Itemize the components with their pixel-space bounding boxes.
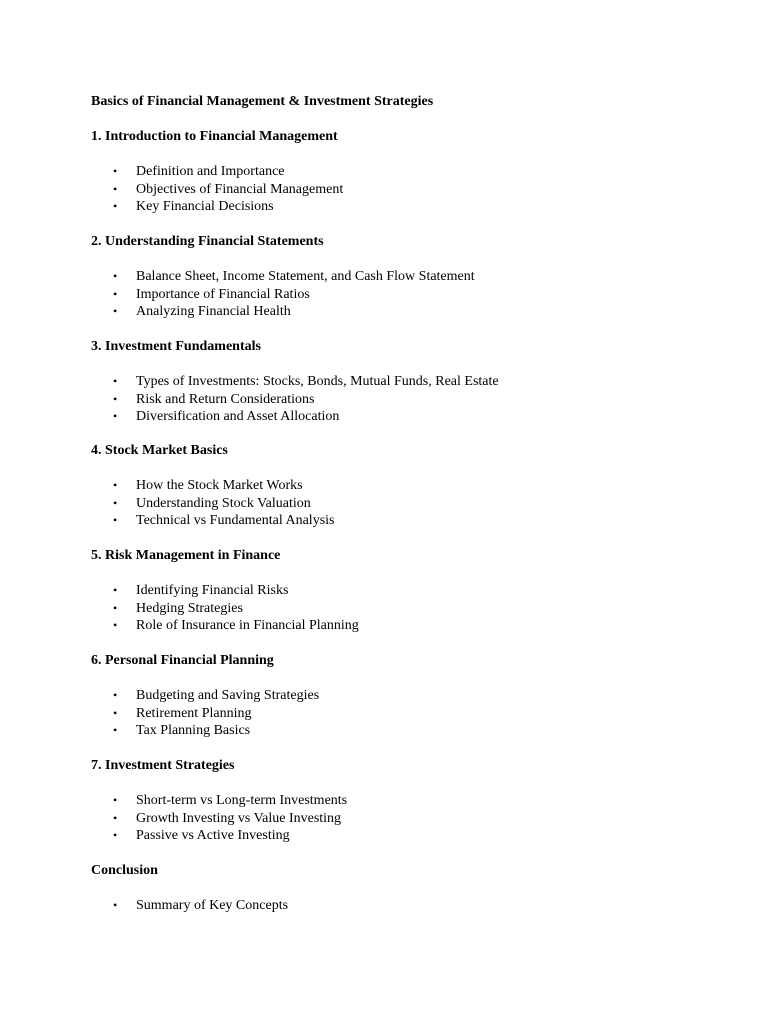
- list-item: [91, 810, 731, 828]
- list-item: [91, 897, 731, 915]
- bullet-list: [91, 268, 731, 321]
- list-item: [91, 163, 731, 181]
- bullet-icon: •: [113, 513, 118, 527]
- list-item-text: Key Financial Decisions: [136, 199, 274, 214]
- section-heading: 5. Risk Management in Finance: [91, 548, 281, 563]
- list-item-text: Importance of Financial Ratios: [136, 286, 310, 302]
- bullet-icon: •: [113, 478, 118, 492]
- bullet-icon: •: [113, 898, 118, 912]
- bullet-icon: •: [113, 164, 118, 178]
- bullet-icon: •: [113, 304, 118, 318]
- bullet-icon: •: [113, 793, 118, 807]
- list-item-text: Passive vs Active Investing: [136, 828, 290, 843]
- list-item-text: Tax Planning Basics: [136, 723, 251, 738]
- list-item-text: Balance Sheet, Income Statement, and Cash Flow Statement: [136, 269, 475, 284]
- list-item-text: Retirement Planning: [136, 705, 252, 721]
- bullet-icon: •: [113, 600, 118, 615]
- bullet-icon: •: [113, 688, 118, 702]
- list-item: [91, 582, 731, 600]
- section-heading: 2. Understanding Financial Statements: [91, 234, 324, 249]
- list-item: [91, 617, 731, 635]
- list-item-text: Growth Investing vs Value Investing: [136, 810, 342, 826]
- list-item-text: Budgeting and Saving Strategies: [136, 688, 320, 703]
- section-risk-management: [91, 547, 731, 635]
- bullet-list: [91, 373, 731, 426]
- bullet-icon: •: [113, 705, 118, 720]
- section-introduction: [91, 128, 731, 216]
- bullet-icon: •: [113, 269, 118, 283]
- bullet-icon: •: [113, 583, 118, 597]
- bullet-icon: •: [113, 618, 118, 632]
- bullet-icon: •: [113, 199, 118, 213]
- bullet-list: [91, 792, 731, 845]
- section-heading: Conclusion: [91, 863, 158, 878]
- list-item: [91, 600, 731, 618]
- bullet-list: [91, 582, 731, 635]
- list-item: [91, 792, 731, 810]
- section-heading: 6. Personal Financial Planning: [91, 653, 274, 668]
- section-heading: 3. Investment Fundamentals: [91, 339, 261, 354]
- bullet-list: [91, 897, 731, 915]
- list-item: [91, 268, 731, 286]
- bullet-icon: •: [113, 391, 118, 406]
- list-item-text: How the Stock Market Works: [136, 478, 303, 493]
- list-item-text: Identifying Financial Risks: [136, 583, 289, 598]
- bullet-icon: •: [113, 723, 118, 737]
- bullet-icon: •: [113, 495, 118, 510]
- list-item: [91, 705, 731, 723]
- list-item-text: Role of Insurance in Financial Planning: [136, 618, 359, 633]
- list-item-text: Understanding Stock Valuation: [136, 495, 311, 511]
- section-heading: 4. Stock Market Basics: [91, 443, 228, 458]
- document-title: Basics of Financial Management & Investment Strategies: [91, 94, 434, 109]
- bullet-icon: •: [113, 810, 118, 825]
- list-item: [91, 303, 731, 321]
- list-item: [91, 495, 731, 513]
- section-investment-strategies: [91, 757, 731, 845]
- list-item: [91, 286, 731, 304]
- list-item-text: Technical vs Fundamental Analysis: [136, 513, 335, 528]
- list-item-text: Risk and Return Considerations: [136, 391, 315, 407]
- list-item: [91, 477, 731, 495]
- section-conclusion: [91, 862, 731, 915]
- bullet-icon: •: [113, 181, 118, 196]
- section-heading: 1. Introduction to Financial Management: [91, 129, 338, 144]
- list-item: [91, 827, 731, 845]
- section-financial-statements: [91, 233, 731, 321]
- bullet-list: [91, 163, 731, 216]
- list-item-text: Summary of Key Concepts: [136, 898, 289, 913]
- bullet-icon: •: [113, 374, 118, 388]
- section-stock-market-basics: [91, 442, 731, 530]
- list-item-text: Definition and Importance: [136, 164, 285, 179]
- bullet-icon: •: [113, 409, 118, 423]
- list-item-text: Hedging Strategies: [136, 600, 243, 616]
- bullet-icon: •: [113, 828, 118, 842]
- list-item-text: Short-term vs Long-term Investments: [136, 793, 348, 808]
- bullet-list: [91, 477, 731, 530]
- list-item: [91, 198, 731, 216]
- list-item-text: Analyzing Financial Health: [136, 304, 291, 319]
- list-item: [91, 373, 731, 391]
- list-item-text: Diversification and Asset Allocation: [136, 409, 340, 424]
- list-item: [91, 408, 731, 426]
- list-item: [91, 181, 731, 199]
- list-item: [91, 687, 731, 705]
- bullet-icon: •: [113, 286, 118, 301]
- list-item: [91, 391, 731, 409]
- list-item-text: Objectives of Financial Management: [136, 181, 344, 197]
- list-item-text: Types of Investments: Stocks, Bonds, Mutual Funds, Real Estate: [136, 374, 499, 389]
- section-personal-financial-planning: [91, 652, 731, 740]
- list-item: [91, 512, 731, 530]
- list-item: [91, 722, 731, 740]
- section-investment-fundamentals: [91, 338, 731, 426]
- section-heading: 7. Investment Strategies: [91, 758, 235, 773]
- bullet-list: [91, 687, 731, 740]
